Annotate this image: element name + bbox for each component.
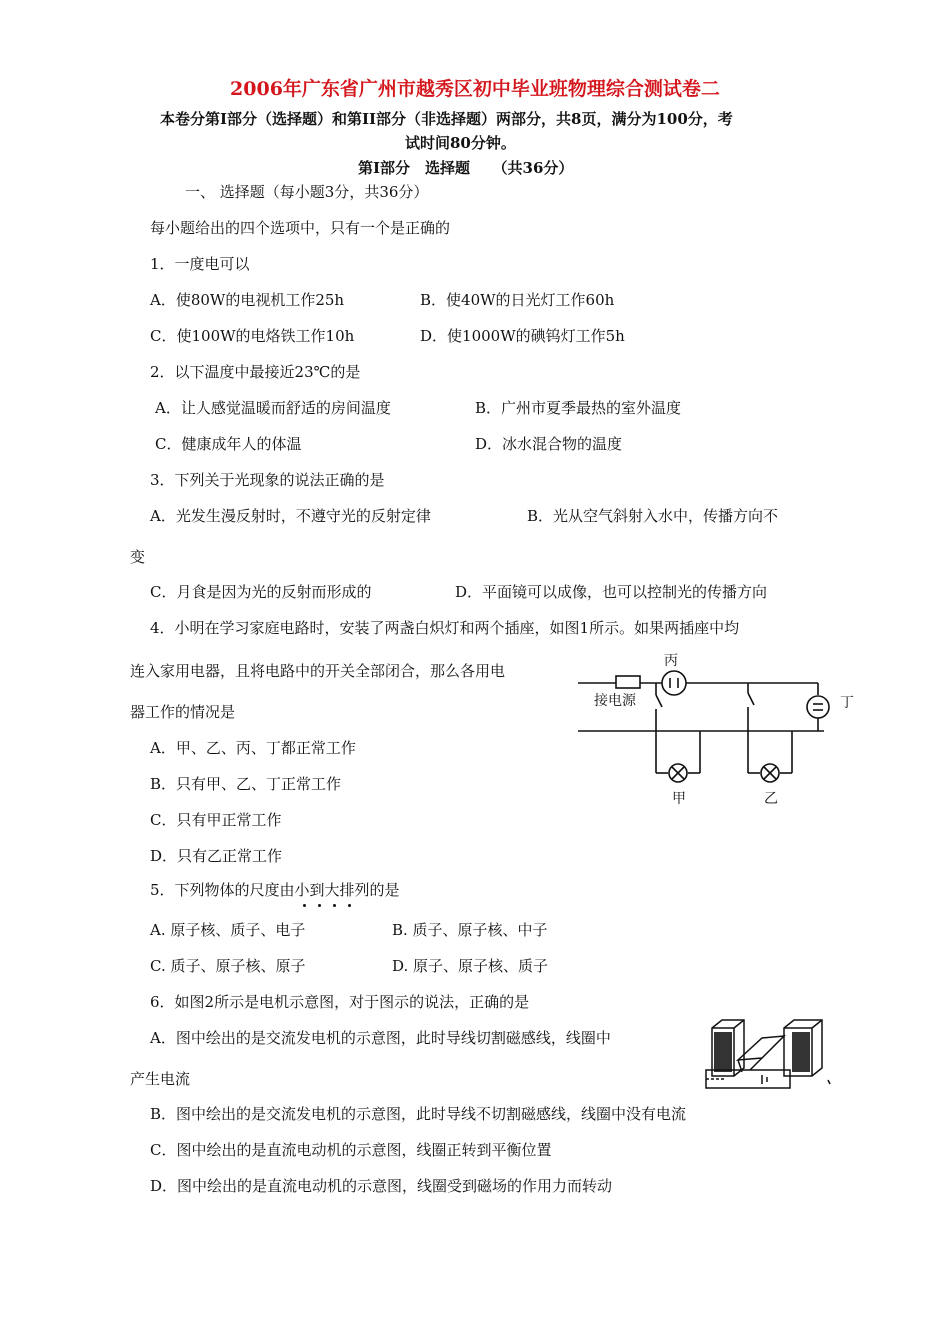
switch-jia-icon [656, 695, 662, 707]
section-heading: 一、 选择题（每小题3分，共36分） [185, 183, 429, 201]
q1-option-c: C．使100W的电烙铁工作10h [150, 327, 355, 345]
label-bing: 丙 [664, 653, 678, 669]
q6-option-a: A．图中绘出的是交流发电机的示意图，此时导线切割磁感线，线圈中 [150, 1029, 611, 1047]
exam-title: 2006年广东省广州市越秀区初中毕业班物理综合测试卷二 [230, 78, 720, 100]
circuit-figure [570, 645, 870, 810]
emphasis-dot [318, 904, 321, 907]
q3-option-d: D．平面镜可以成像，也可以控制光的传播方向 [455, 583, 768, 601]
q6-stem: 6．如图2所示是电机示意图，对于图示的说法，正确的是 [150, 993, 530, 1011]
q3-option-b-cont: 变 [130, 548, 146, 566]
q5-option-c: C. 质子、原子核、原子 [150, 957, 306, 975]
q5-stem: 5．下列物体的尺度由小到大排列的是 [150, 881, 400, 899]
q1-option-d: D．使1000W的碘钨灯工作5h [420, 327, 625, 345]
intro-line-1: 本卷分第Ⅰ部分（选择题）和第II部分（非选择题）两部分，共8页，满分为100分，考 [160, 110, 733, 128]
q4-option-c: C．只有甲正常工作 [150, 811, 282, 829]
emphasis-dot [303, 904, 306, 907]
instruction: 每小题给出的四个选项中，只有一个是正确的 [150, 219, 451, 237]
q1-stem: 1．一度电可以 [150, 255, 250, 273]
q4-stem-3: 器工作的情况是 [130, 703, 236, 721]
fuse-icon [616, 676, 640, 688]
q6-option-c: C．图中绘出的是直流电动机的示意图，线圈正转到平衡位置 [150, 1141, 552, 1159]
q5-option-a: A. 原子核、质子、电子 [150, 921, 306, 939]
socket-bing-icon [662, 671, 686, 695]
q1-option-b: B．使40W的日光灯工作60h [420, 291, 615, 309]
q5-option-b: B. 质子、原子核、中子 [392, 921, 548, 939]
motor-figure [692, 1010, 837, 1095]
socket-ding-icon [807, 696, 829, 718]
q4-option-b: B．只有甲、乙、丁正常工作 [150, 775, 342, 793]
label-ding: 丁 [840, 695, 854, 711]
intro-line-2: 试时间80分钟。 [405, 134, 516, 152]
q6-option-b: B．图中绘出的是交流发电机的示意图，此时导线不切割磁感线，线圈中没有电流 [150, 1105, 687, 1123]
label-yi: 乙 [764, 791, 778, 807]
emphasis-dot [348, 904, 351, 907]
label-power: 接电源 [594, 693, 636, 709]
emphasis-dot [333, 904, 336, 907]
q2-stem: 2．以下温度中最接近23℃的是 [150, 363, 361, 381]
q6-option-a-cont: 产生电流 [130, 1070, 191, 1088]
q3-option-b: B．光从空气斜射入水中，传播方向不 [527, 507, 779, 525]
label-jia: 甲 [672, 791, 686, 807]
q2-option-c: C．健康成年人的体温 [155, 435, 302, 453]
q5-option-d: D. 原子、原子核、质子 [392, 957, 549, 975]
q2-option-a: A．让人感觉温暖而舒适的房间温度 [155, 399, 391, 417]
part-heading: 第Ⅰ部分 选择题 （共36分） [358, 159, 574, 177]
q4-stem-2: 连入家用电器，且将电路中的开关全部闭合，那么各用电 [130, 662, 506, 680]
q6-option-d: D．图中绘出的是直流电动机的示意图，线圈受到磁场的作用力而转动 [150, 1177, 613, 1195]
switch-yi-icon [748, 693, 754, 705]
q4-option-d: D．只有乙正常工作 [150, 847, 283, 865]
q2-option-d: D．冰水混合物的温度 [475, 435, 623, 453]
q2-option-b: B．广州市夏季最热的室外温度 [475, 399, 682, 417]
q4-stem-1: 4．小明在学习家庭电路时，安装了两盏白炽灯和两个插座，如图1所示。如果两插座中均 [150, 619, 740, 637]
q4-option-a: A．甲、乙、丙、丁都正常工作 [150, 739, 356, 757]
q1-option-a: A．使80W的电视机工作25h [150, 291, 345, 309]
q3-option-c: C．月食是因为光的反射而形成的 [150, 583, 372, 601]
q3-stem: 3．下列关于光现象的说法正确的是 [150, 471, 385, 489]
q3-option-a: A．光发生漫反射时，不遵守光的反射定律 [150, 507, 431, 525]
